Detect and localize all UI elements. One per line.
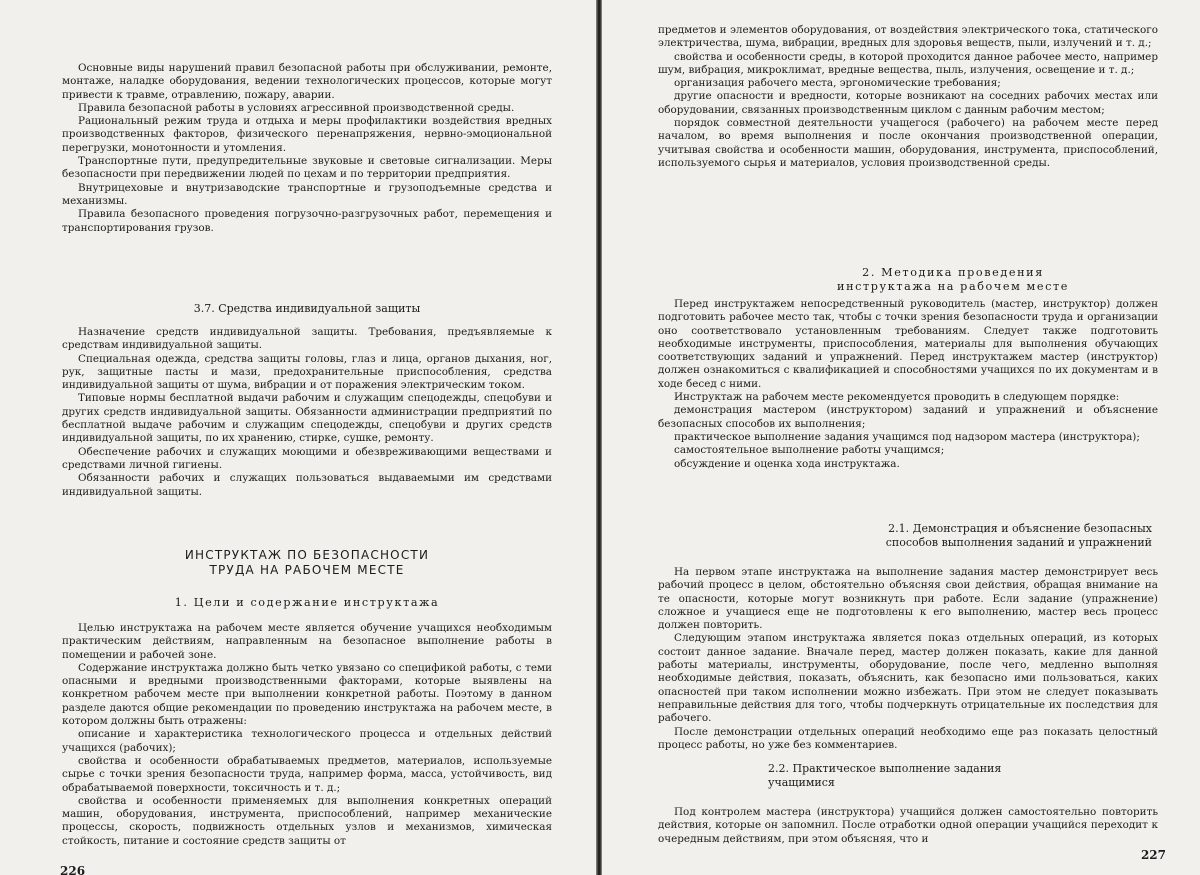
section-heading-2-2-line-1: 2.2. Практическое выполнение задания xyxy=(768,762,1002,775)
right-block-6 xyxy=(658,806,1158,846)
paragraph: Внутрицеховые и внутризаводские транспортные и грузоподъемные средства и механизмы. xyxy=(62,181,552,207)
list-item: организация рабочего места, эргономические требования; xyxy=(674,77,1001,90)
right-list-continued xyxy=(658,24,1158,170)
right-page xyxy=(604,0,1200,875)
list-item: свойства и особенности применяемых для выполнения конкретных операций машин, оборудования, инструмента, приспособлений, например механические процессы, скорость, подвижность отдельных узлов и механизмов, химическая стойкость, питание и состояние средств защиты от xyxy=(62,794,552,847)
right-block-4 xyxy=(658,298,1158,471)
list-item: демонстрация мастером (инструктором) заданий и упражнений и объяснение безопасных способов их выполнения; xyxy=(658,404,1158,430)
list-item: свойства и особенности обрабатываемых предметов, материалов, используемые сырье с точки зрения безопасности труда, например форма, масса, устойчивость, вид обрабатываемой поверхности, токсичность и т. д.; xyxy=(62,754,552,794)
list-item: самостоятельное выполнение работы учащимся; xyxy=(674,444,945,457)
list-item: описание и характеристика технологического процесса и отдельных действий учащихся (рабочих); xyxy=(62,728,552,754)
section-heading-1-wrap xyxy=(62,596,552,610)
section-heading-2-1 xyxy=(658,522,1158,550)
page-number-right: 227 xyxy=(1140,848,1166,862)
paragraph: После демонстрации отдельных операций необходимо еще раз показать целостный процесс работы, но уже без комментариев. xyxy=(658,725,1158,751)
paragraph: Назначение средств индивидуальной защиты. Требования, предъявляемые к средствам индивидуальной защиты. xyxy=(62,326,552,352)
section-heading-2-line-2: инструктажа на рабочем месте xyxy=(837,280,1069,293)
paragraph: Правила безопасной работы в условиях агрессивной производственной среды. xyxy=(78,101,515,114)
section-heading-2-2-line-2: учащимися xyxy=(768,776,835,789)
paragraph: Обеспечение рабочих и служащих моющими и обезвреживающими веществами и средствами личной гигиены. xyxy=(62,445,552,471)
section-heading-2-line-1: 2. Методика проведения xyxy=(862,266,1044,279)
paragraph: Следующим этапом инструктажа является показ отдельных операций, из которых состоит данное задание. Вначале перед, мастер должен показать, какие для данной работы материалы, инструменты, оборудование, после чего, медленно выполняя необходимые действия, показать, объяснить, как безопасно ими пользоваться, каких опасностей при таком исполнении можно избежать. При этом не следует показывать неправильные действия для того, чтобы подчеркнуть отрицательные их последствия для рабочего. xyxy=(658,632,1158,725)
paragraph: Содержание инструктажа должно быть четко увязано со спецификой работы, с теми опасными и вредными производственными факторами, которые выявлены на конкретном рабочем месте при выполнении конкретной работы. Поэтому в данном разделе даются общие рекомендации по проведению инструктажа на рабочем месте, в котором должны быть отражены: xyxy=(62,661,552,728)
section-heading-3-7-wrap xyxy=(62,302,552,316)
left-block-3 xyxy=(62,622,552,848)
paragraph: Транспортные пути, предупредительные звуковые и световые сигнализации. Меры безопасности при передвижении людей по цехам и по территории предприятия. xyxy=(62,155,552,181)
page-number-left: 226 xyxy=(60,864,86,875)
list-item: предметов и элементов оборудования, от воздействия электрического тока, статического электричества, шума, вибрации, вредных для здоровья веществ, пыли, излучений и т. д.; xyxy=(658,24,1158,50)
section-heading-2-2 xyxy=(658,762,1158,790)
list-item: свойства и особенности среды, в которой проходится данное рабочее место, например шум, вибрация, микроклимат, вредные вещества, пыль, излучения, освещение и т. д.; xyxy=(658,50,1158,76)
paragraph: Обязанности рабочих и служащих пользоваться выдаваемыми им средствами индивидуальной защиты. xyxy=(62,472,552,498)
section-heading-1: 1. Цели и содержание инструктажа xyxy=(174,596,440,609)
list-item: другие опасности и вредности, которые возникают на соседних рабочих местах или оборудовании, связанных производственным циклом с данным рабочим местом; xyxy=(658,90,1158,116)
list-item: порядок совместной деятельности учащегося (рабочего) на рабочем месте перед началом, во время выполнения и после окончания производственной операции, учитывая свойства и особенности машин, оборудования, инструмента, приспособлений, используемого сырья и материалов, условия производственной среды. xyxy=(658,117,1158,169)
paragraph: Правила безопасного проведения погрузочно-разгрузочных работ, перемещения и транспортирования грузов. xyxy=(62,208,552,234)
paragraph: Основные виды нарушений правил безопасной работы при обслуживании, ремонте, монтаже, наладке оборудования, ведении технологических процессов, которые могут привести к травме, отравлению, пожару, аварии. xyxy=(62,62,552,101)
paragraph: Целью инструктажа на рабочем месте является обучение учащихся необходимым практическим действиям, направленным на безопасное выполнение работы в помещении и рабочей зоне. xyxy=(62,622,552,661)
paragraph: Типовые нормы бесплатной выдачи рабочим и служащим спецодежды, спецобуви и других средств индивидуальной защиты. Обязанности администрации предприятий по бесплатной выдаче рабочим и служащим спецодежды, спецобуви и других средств индивидуальной защиты, по их хранению, стирке, сушке, ремонту. xyxy=(62,392,552,445)
list-item: практическое выполнение задания учащимся под надзором мастера (инструктора); xyxy=(674,430,1140,443)
book-gutter xyxy=(596,0,602,875)
section-heading-3-7: 3.7. Средства индивидуальной защиты xyxy=(193,302,421,315)
chapter-title xyxy=(62,548,552,578)
section-heading-2-1-line-2: способов выполнения заданий и упражнений xyxy=(885,536,1152,549)
chapter-title-line-1: ИНСТРУКТАЖ ПО БЕЗОПАСНОСТИ xyxy=(184,548,430,562)
left-block-1 xyxy=(62,62,552,235)
list-item: обсуждение и оценка хода инструктажа. xyxy=(674,457,900,470)
paragraph: Специальная одежда, средства защиты головы, глаз и лица, органов дыхания, ног, рук, защитные пасты и мази, предохранительные приспособления, средства индивидуальной защиты от шума, вибрации и от поражения электрическим током. xyxy=(62,352,552,392)
paragraph: Перед инструктажем непосредственный руководитель (мастер, инструктор) должен подготовить рабочее место так, чтобы с точки зрения безопасности труда и организации оно соответствовало установленным требованиям. Следует также подготовить необходимые инструменты, приспособления, материалы для выполнения обучающих соответствующих заданий и упражнений. Перед инструктажем мастер (инструктор) должен ознакомиться с квалификацией и способностями учащихся по их документам и в ходе бесед с ними. xyxy=(658,298,1158,390)
left-block-2 xyxy=(62,326,552,499)
section-heading-2-1-line-1: 2.1. Демонстрация и объяснение безопасных xyxy=(888,522,1152,535)
paragraph: Рациональный режим труда и отдыха и меры профилактики воздействия вредных производственных факторов, физического перенапряжения, нервно-эмоциональной перегрузки, монотонности и утомления. xyxy=(62,115,552,154)
chapter-title-line-2: ТРУДА НА РАБОЧЕМ МЕСТЕ xyxy=(209,563,405,577)
paragraph: Под контролем мастера (инструктора) учащийся должен самостоятельно повторить действия, которые он запомнил. После отработки одной операции учащийся переходит к очередным действиям, при этом объясняя, что и xyxy=(658,806,1158,845)
section-heading-2 xyxy=(658,266,1158,294)
right-block-5 xyxy=(658,566,1158,752)
paragraph: На первом этапе инструктажа на выполнение задания мастер демонстрирует весь рабочий процесс в целом, обстоятельно объясняя свои действия, обращая внимание на те опасности, которые могут возникнуть при работе. Если задание (упражнение) сложное и учащиеся еще не подготовлены к его выполнению, мастер весь процесс должен повторить. xyxy=(658,566,1158,632)
paragraph: Инструктаж на рабочем месте рекомендуется проводить в следующем порядке: xyxy=(674,391,1120,404)
